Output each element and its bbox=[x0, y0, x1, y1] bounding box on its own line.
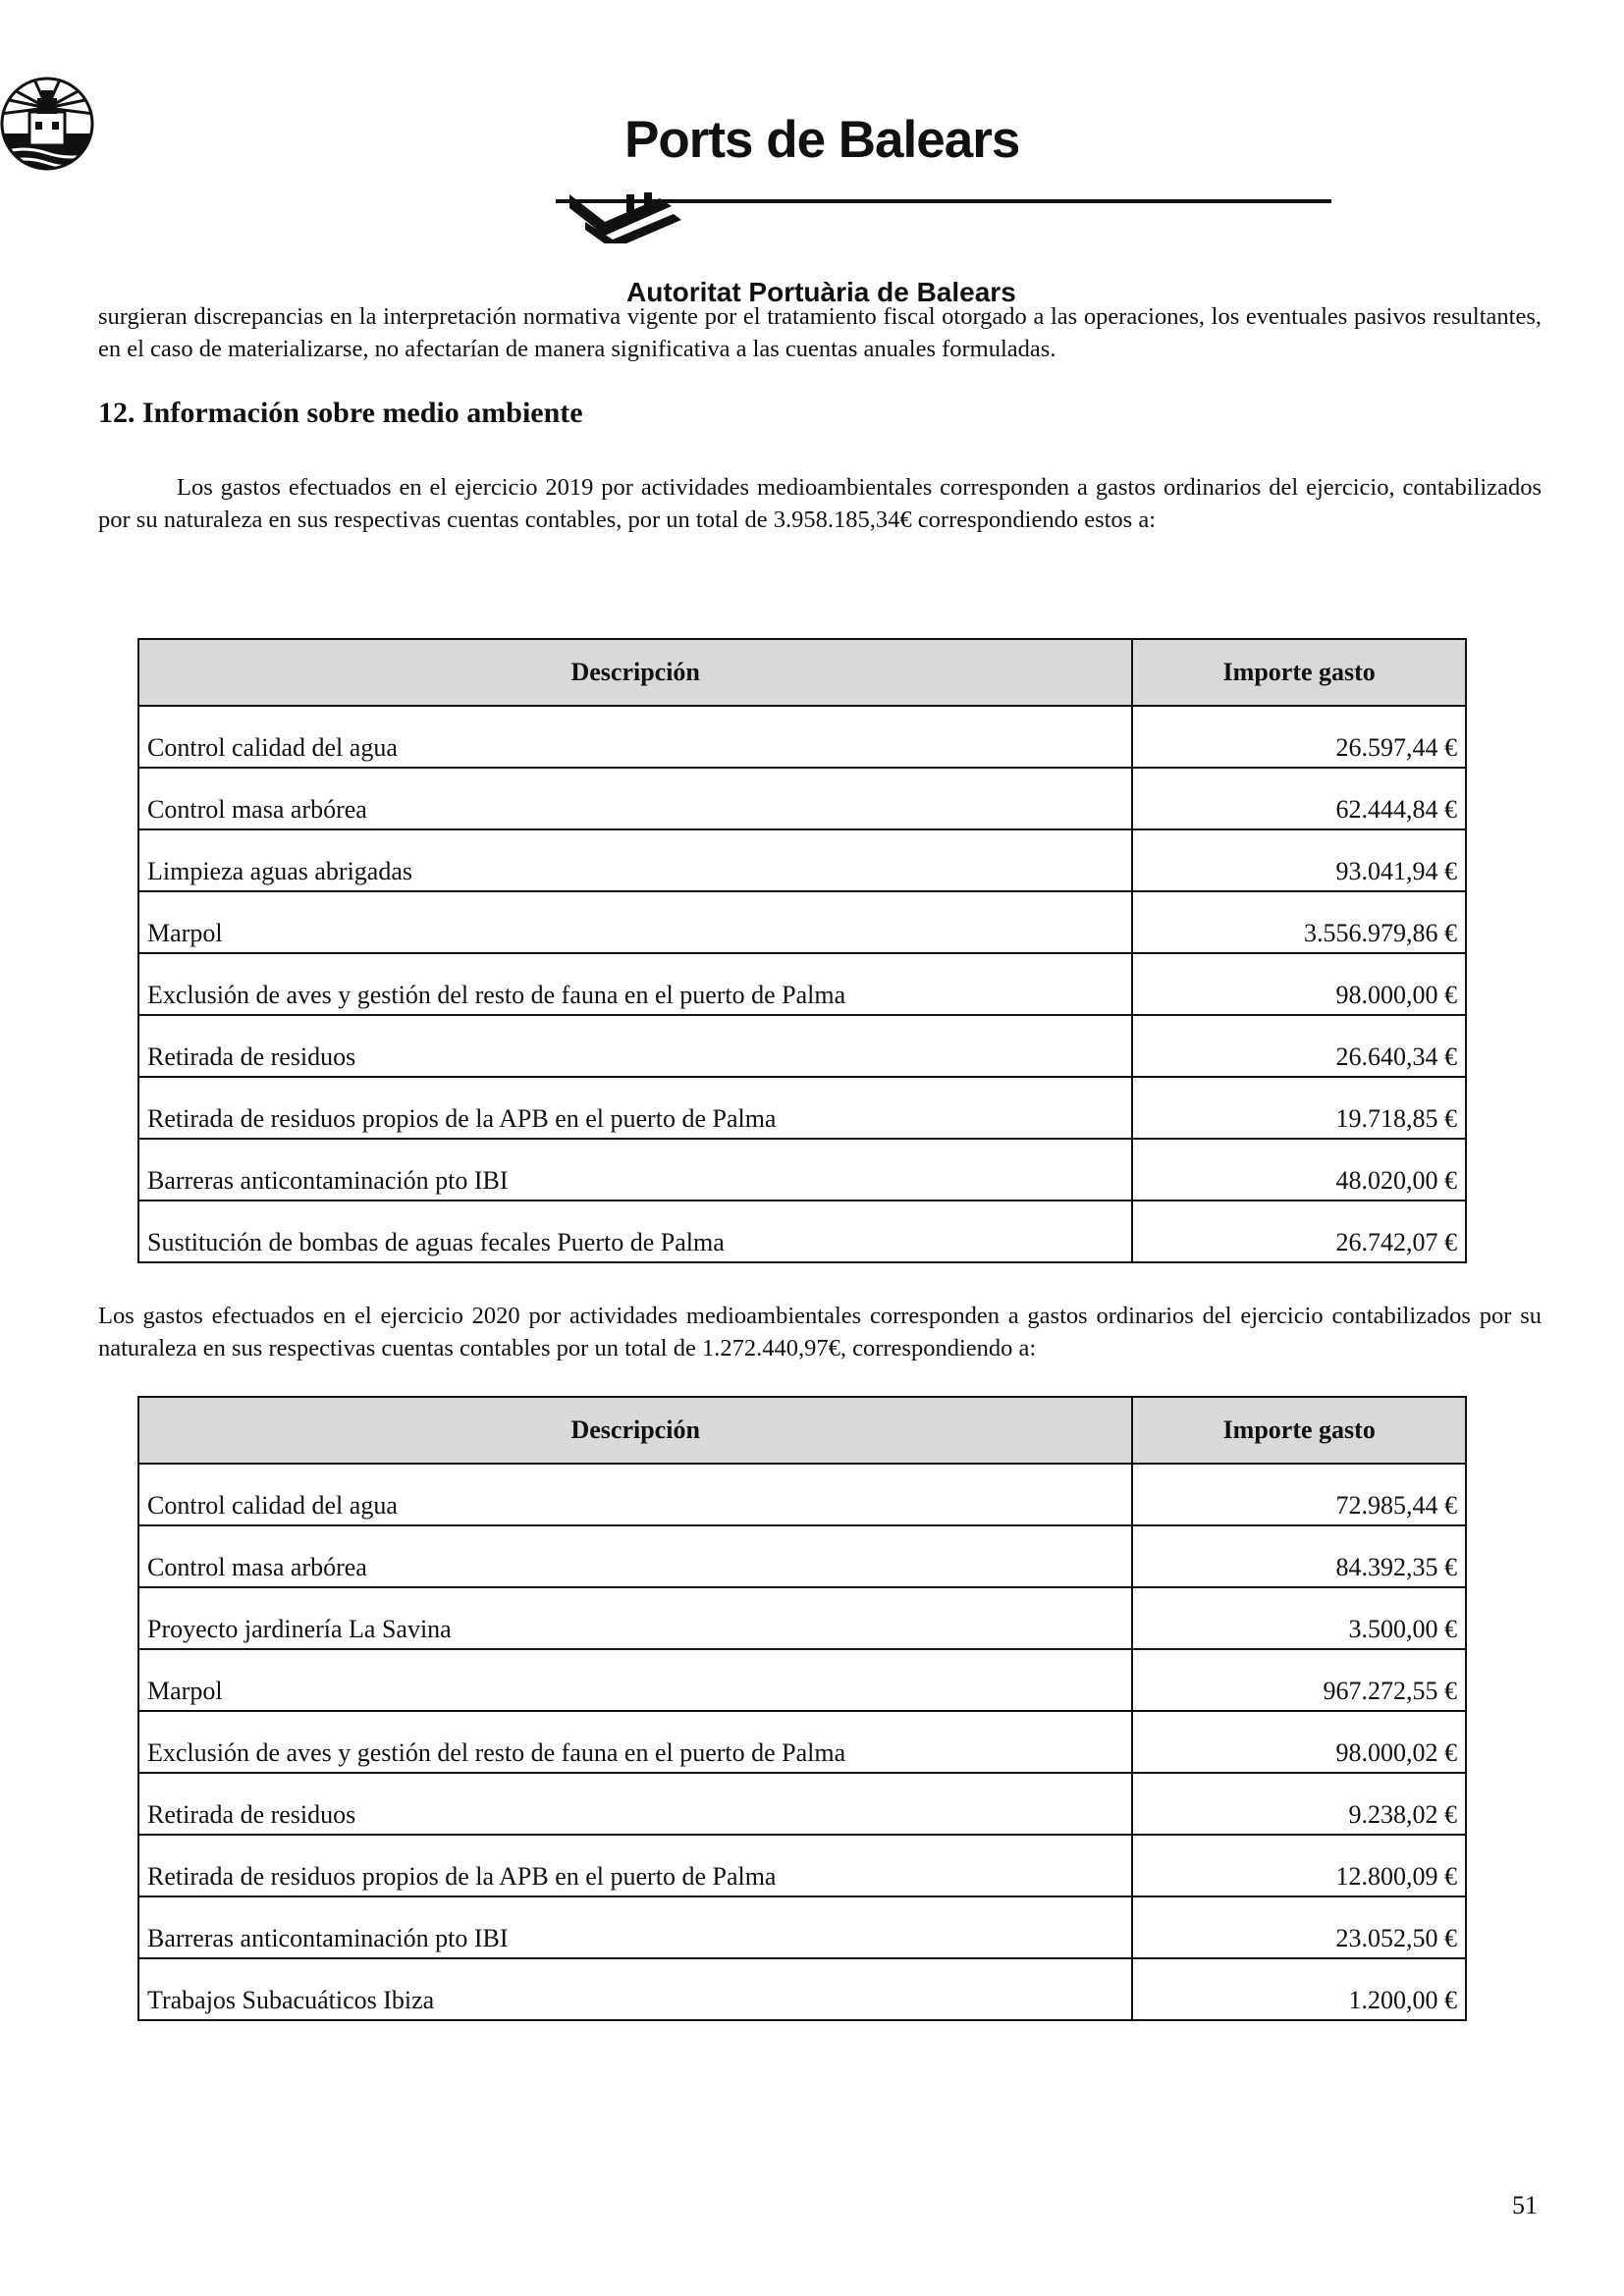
table-header-row bbox=[138, 639, 1466, 706]
table-row bbox=[138, 1139, 1466, 1201]
page-number: 51 bbox=[1512, 2191, 1538, 2219]
lighthouse-logo-icon bbox=[0, 69, 94, 173]
row-description: Control calidad del agua bbox=[138, 1464, 1132, 1525]
table-row bbox=[138, 1201, 1466, 1262]
section-heading: 12. Información sobre medio ambiente bbox=[98, 397, 583, 429]
table-row bbox=[138, 1015, 1466, 1077]
table-row bbox=[138, 768, 1466, 829]
paragraph-2019: Los gastos efectuados en el ejercicio 2019 por actividades medioambientales corresponden a gastos ordinarios del ejercicio, contabilizados por su naturaleza en sus respectivas cuentas contables, por un total de 3.958.185,34€ correspondiendo estos a: bbox=[98, 474, 1542, 533]
row-description: Exclusión de aves y gestión del resto de fauna en el puerto de Palma bbox=[138, 1711, 1132, 1773]
row-amount: 3.500,00 € bbox=[1132, 1587, 1466, 1649]
expenses-table-2020 bbox=[137, 1396, 1467, 2021]
row-amount: 23.052,50 € bbox=[1132, 1896, 1466, 1958]
table-row bbox=[138, 953, 1466, 1015]
table-row bbox=[138, 1587, 1466, 1649]
row-description: Control masa arbórea bbox=[138, 768, 1132, 829]
row-amount: 26.742,07 € bbox=[1132, 1201, 1466, 1262]
row-amount: 19.718,85 € bbox=[1132, 1077, 1466, 1139]
table-row bbox=[138, 1464, 1466, 1525]
paragraph-2020: Los gastos efectuados en el ejercicio 2020 por actividades medioambientales corresponden a gastos ordinarios del ejercicio contabilizados por su naturaleza en sus respectivas cuentas contables por un total de 1.272.440,97€, correspondiendo a: bbox=[98, 1303, 1542, 1362]
table-row bbox=[138, 1896, 1466, 1958]
row-description: Control calidad del agua bbox=[138, 706, 1132, 768]
authority-name: Autoritat Portuària de Balears bbox=[626, 277, 1016, 302]
table-row bbox=[138, 1649, 1466, 1711]
table-row bbox=[138, 1711, 1466, 1773]
table-row bbox=[138, 706, 1466, 768]
row-amount: 98.000,00 € bbox=[1132, 953, 1466, 1015]
row-amount: 72.985,44 € bbox=[1132, 1464, 1466, 1525]
column-header-amount: Importe gasto bbox=[1132, 1397, 1466, 1464]
row-amount: 84.392,35 € bbox=[1132, 1525, 1466, 1587]
intro-paragraph: surgieran discrepancias en la interpretación normativa vigente por el tratamiento fiscal otorgado a las operaciones, los eventuales pasivos resultantes, en el caso de materializarse, no afectarían de manera significativa a las cuentas anuales formuladas. bbox=[98, 303, 1542, 362]
brand-name: Ports de Balears bbox=[624, 111, 1020, 169]
row-description: Proyecto jardinería La Savina bbox=[138, 1587, 1132, 1649]
row-description: Retirada de residuos bbox=[138, 1015, 1132, 1077]
table-row bbox=[138, 1835, 1466, 1896]
table-row bbox=[138, 1773, 1466, 1835]
column-header-description: Descripción bbox=[138, 1397, 1132, 1464]
row-amount: 12.800,09 € bbox=[1132, 1835, 1466, 1896]
row-description: Retirada de residuos propios de la APB en el puerto de Palma bbox=[138, 1077, 1132, 1139]
table-row bbox=[138, 1958, 1466, 2020]
row-amount: 26.597,44 € bbox=[1132, 706, 1466, 768]
row-description: Marpol bbox=[138, 1649, 1132, 1711]
table-row bbox=[138, 891, 1466, 953]
row-amount: 967.272,55 € bbox=[1132, 1649, 1466, 1711]
row-amount: 93.041,94 € bbox=[1132, 829, 1466, 891]
column-header-description: Descripción bbox=[138, 639, 1132, 706]
row-amount: 1.200,00 € bbox=[1132, 1958, 1466, 2020]
row-description: Exclusión de aves y gestión del resto de fauna en el puerto de Palma bbox=[138, 953, 1132, 1015]
table-header-row bbox=[138, 1397, 1466, 1464]
table-row bbox=[138, 1525, 1466, 1587]
row-description: Retirada de residuos propios de la APB en el puerto de Palma bbox=[138, 1835, 1132, 1896]
row-description: Barreras anticontaminación pto IBI bbox=[138, 1139, 1132, 1201]
row-description: Barreras anticontaminación pto IBI bbox=[138, 1896, 1132, 1958]
row-description: Retirada de residuos bbox=[138, 1773, 1132, 1835]
expenses-table-2019 bbox=[137, 638, 1467, 1263]
row-description: Trabajos Subacuáticos Ibiza bbox=[138, 1958, 1132, 2020]
row-description: Marpol bbox=[138, 891, 1132, 953]
column-header-amount: Importe gasto bbox=[1132, 639, 1466, 706]
row-amount: 48.020,00 € bbox=[1132, 1139, 1466, 1201]
row-amount: 3.556.979,86 € bbox=[1132, 891, 1466, 953]
row-amount: 26.640,34 € bbox=[1132, 1015, 1466, 1077]
row-description: Limpieza aguas abrigadas bbox=[138, 829, 1132, 891]
wave-emblem-icon bbox=[566, 192, 689, 243]
table-row bbox=[138, 1077, 1466, 1139]
row-amount: 98.000,02 € bbox=[1132, 1711, 1466, 1773]
row-description: Control masa arbórea bbox=[138, 1525, 1132, 1587]
row-amount: 9.238,02 € bbox=[1132, 1773, 1466, 1835]
row-amount: 62.444,84 € bbox=[1132, 768, 1466, 829]
row-description: Sustitución de bombas de aguas fecales Puerto de Palma bbox=[138, 1201, 1132, 1262]
table-row bbox=[138, 829, 1466, 891]
